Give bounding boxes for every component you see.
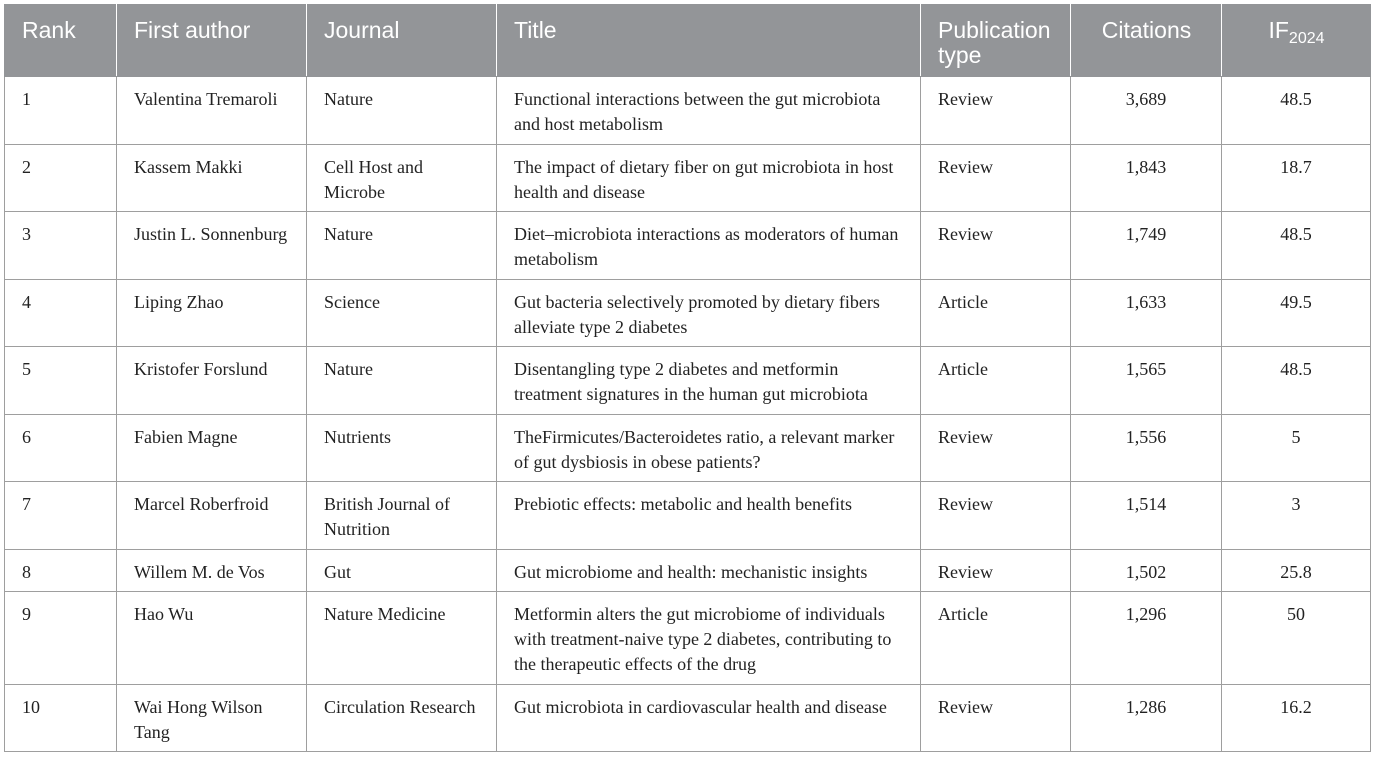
- cell-impact-factor: 50: [1222, 592, 1371, 685]
- table-row: [5, 280, 1371, 347]
- cell-journal: Nature Medicine: [307, 592, 497, 685]
- table-row: [5, 212, 1371, 280]
- cell-publication-type: Article: [921, 347, 1071, 415]
- header-citations: Citations: [1071, 5, 1222, 77]
- cell-citations: 1,565: [1071, 347, 1222, 415]
- cell-rank: 8: [5, 550, 117, 592]
- header-impact-factor: [1222, 5, 1371, 77]
- cell-first-author: Marcel Roberfroid: [117, 482, 307, 550]
- cell-publication-type: Review: [921, 482, 1071, 550]
- cell-rank: 6: [5, 415, 117, 482]
- cell-title: TheFirmicutes/Bacteroidetes ratio, a relevant marker of gut dysbiosis in obese patients?: [497, 415, 921, 482]
- cell-impact-factor: 25.8: [1222, 550, 1371, 592]
- cell-impact-factor: 49.5: [1222, 280, 1371, 347]
- cell-publication-type: Review: [921, 145, 1071, 212]
- cell-publication-type: Review: [921, 550, 1071, 592]
- cell-publication-type: Review: [921, 685, 1071, 752]
- cell-rank: 2: [5, 145, 117, 212]
- cell-rank: 7: [5, 482, 117, 550]
- cell-publication-type: Article: [921, 592, 1071, 685]
- header-journal: Journal: [307, 5, 497, 77]
- cell-impact-factor: 5: [1222, 415, 1371, 482]
- cell-citations: 1,633: [1071, 280, 1222, 347]
- cell-title: Gut microbiota in cardiovascular health and disease: [497, 685, 921, 752]
- cell-impact-factor: 48.5: [1222, 77, 1371, 145]
- cell-title: Functional interactions between the gut microbiota and host metabolism: [497, 77, 921, 145]
- cell-impact-factor: 48.5: [1222, 347, 1371, 415]
- cell-publication-type: Review: [921, 77, 1071, 145]
- cell-publication-type: Review: [921, 212, 1071, 280]
- cell-journal: Nutrients: [307, 415, 497, 482]
- cell-first-author: Fabien Magne: [117, 415, 307, 482]
- top-cited-papers-table: [4, 4, 1371, 752]
- table-row: [5, 482, 1371, 550]
- cell-rank: 1: [5, 77, 117, 145]
- cell-first-author: Hao Wu: [117, 592, 307, 685]
- cell-impact-factor: 48.5: [1222, 212, 1371, 280]
- header-row: [5, 5, 1371, 77]
- table-row: [5, 550, 1371, 592]
- cell-rank: 5: [5, 347, 117, 415]
- cell-citations: 1,749: [1071, 212, 1222, 280]
- cell-citations: 3,689: [1071, 77, 1222, 145]
- cell-journal: Science: [307, 280, 497, 347]
- header-title: Title: [497, 5, 921, 77]
- table-row: [5, 347, 1371, 415]
- cell-citations: 1,296: [1071, 592, 1222, 685]
- cell-rank: 3: [5, 212, 117, 280]
- cell-impact-factor: 18.7: [1222, 145, 1371, 212]
- cell-journal: Nature: [307, 212, 497, 280]
- cell-citations: 1,514: [1071, 482, 1222, 550]
- header-if-year: 2024: [1288, 30, 1325, 47]
- table-row: [5, 685, 1371, 752]
- table-row: [5, 415, 1371, 482]
- cell-citations: 1,286: [1071, 685, 1222, 752]
- cell-citations: 1,556: [1071, 415, 1222, 482]
- cell-impact-factor: 3: [1222, 482, 1371, 550]
- table-row: [5, 77, 1371, 145]
- cell-title: Gut microbiome and health: mechanistic insights: [497, 550, 921, 592]
- cell-citations: 1,502: [1071, 550, 1222, 592]
- cell-journal: Circulation Research: [307, 685, 497, 752]
- cell-first-author: Justin L. Sonnenburg: [117, 212, 307, 280]
- cell-first-author: Wai Hong Wilson Tang: [117, 685, 307, 752]
- cell-first-author: Willem M. de Vos: [117, 550, 307, 592]
- cell-journal: Nature: [307, 77, 497, 145]
- cell-first-author: Kristofer Forslund: [117, 347, 307, 415]
- cell-title: Gut bacteria selectively promoted by dietary fibers alleviate type 2 diabetes: [497, 280, 921, 347]
- cell-first-author: Valentina Tremaroli: [117, 77, 307, 145]
- cell-publication-type: Review: [921, 415, 1071, 482]
- cell-rank: 9: [5, 592, 117, 685]
- table-body: [5, 77, 1371, 752]
- header-if-label: IF: [1268, 17, 1289, 43]
- cell-journal: Gut: [307, 550, 497, 592]
- header-rank: Rank: [5, 5, 117, 77]
- table-header: [5, 5, 1371, 77]
- cell-impact-factor: 16.2: [1222, 685, 1371, 752]
- cell-journal: British Journal of Nutrition: [307, 482, 497, 550]
- cell-first-author: Kassem Makki: [117, 145, 307, 212]
- cell-title: Prebiotic effects: metabolic and health benefits: [497, 482, 921, 550]
- cell-title: The impact of dietary fiber on gut microbiota in host health and disease: [497, 145, 921, 212]
- cell-title: Diet–microbiota interactions as moderators of human metabolism: [497, 212, 921, 280]
- header-publication-type: Publication type: [921, 5, 1071, 77]
- cell-journal: Cell Host and Microbe: [307, 145, 497, 212]
- cell-citations: 1,843: [1071, 145, 1222, 212]
- header-first-author: First author: [117, 5, 307, 77]
- table-row: [5, 592, 1371, 685]
- cell-rank: 4: [5, 280, 117, 347]
- cell-title: Disentangling type 2 diabetes and metformin treatment signatures in the human gut microbiota: [497, 347, 921, 415]
- cell-first-author: Liping Zhao: [117, 280, 307, 347]
- cell-publication-type: Article: [921, 280, 1071, 347]
- table-row: [5, 145, 1371, 212]
- cell-journal: Nature: [307, 347, 497, 415]
- cell-rank: 10: [5, 685, 117, 752]
- cell-title: Metformin alters the gut microbiome of individuals with treatment-naive type 2 diabetes, contributing to the therapeutic effects of the drug: [497, 592, 921, 685]
